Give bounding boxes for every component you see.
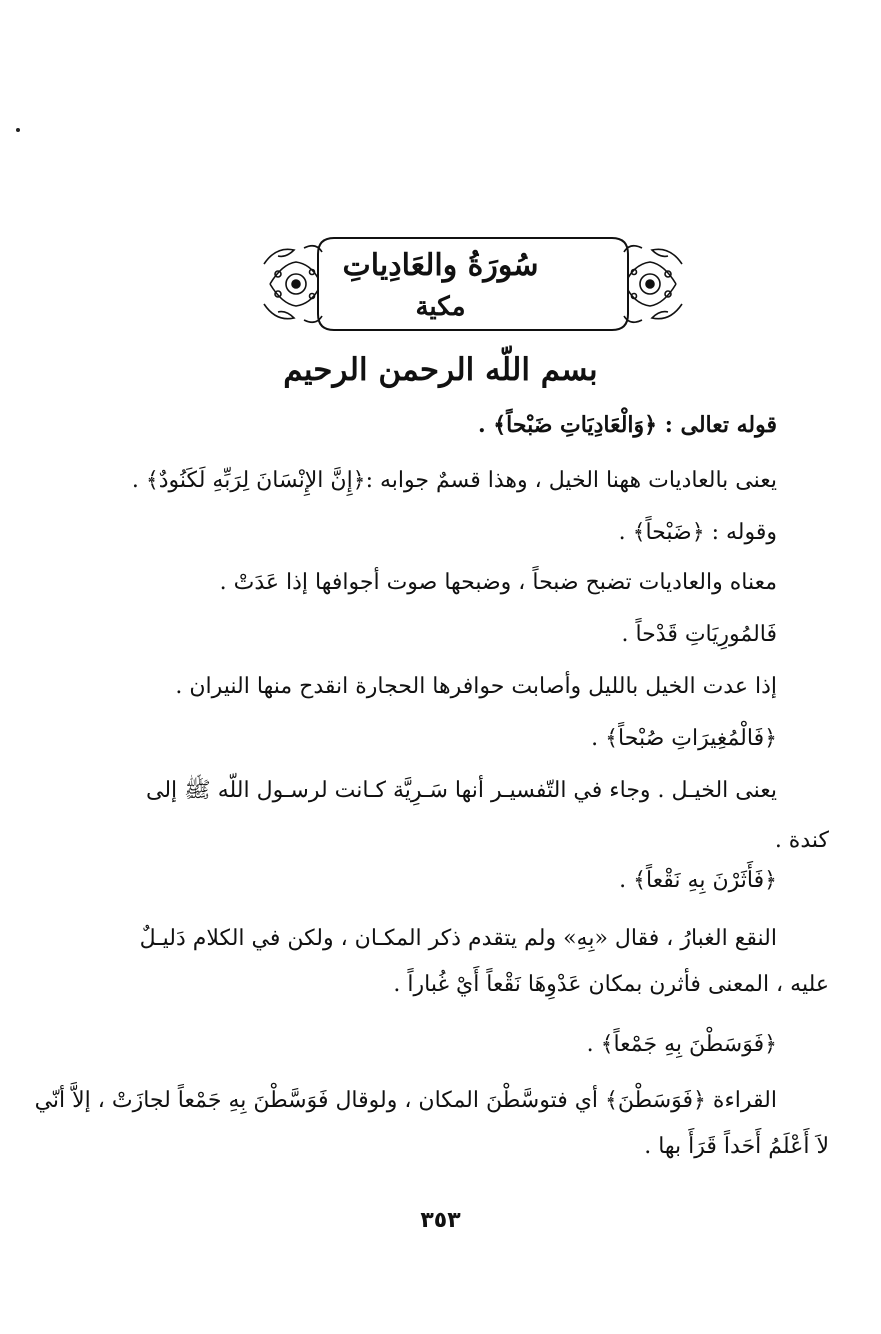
text-line-15: لاَ أَعْلَمُ أَحَداً قَرَأَ بها . (644, 1134, 829, 1159)
text-line-2: يعنى بالعاديات ههنا الخيل ، وهذا قسمٌ جوابه :﴿إِنَّ الإِنْسَانَ لِرَبِّهِ لَكَنُودٌ﴾ . (131, 468, 777, 493)
text-line-6: إذا عدت الخيل بالليل وأصابت حوافرها الحجارة انقدح منها النيران . (175, 674, 777, 699)
text-line-12: عليه ، المعنى فأثرن بمكان عَدْوِهَا نَقْعاً أَيْ غُباراً . (393, 972, 829, 997)
text-line-9: كندة . (774, 828, 829, 853)
text-line-7: ﴿فَالْمُغِيرَاتِ صُبْحاً﴾ . (591, 726, 777, 751)
text-line-14: القراءة ﴿فَوَسَطْنَ﴾ أي فتوسَّطْنَ المكان ، ولوقال فَوَسَّطْنَ بِهِ جَمْعاً لجازَتْ ، إلاَّ أنّي (34, 1088, 777, 1113)
text-line-11: النقع الغبارُ ، فقال «بِهِ» ولم يتقدم ذكر المكـان ، ولكن في الكلام دَليـلٌ (139, 926, 777, 951)
surah-title: سُورَةُ والعَادِياتِ (342, 248, 539, 283)
basmala: بسم اللّه الرحمن الرحيم (283, 352, 598, 388)
text-line-10: ﴿فَأَثَرْنَ بِهِ نَقْعاً﴾ . (619, 868, 777, 893)
text-line-13: ﴿فَوَسَطْنَ بِهِ جَمْعاً﴾ . (586, 1032, 777, 1057)
text-line-3: وقوله : ﴿ضَبْحاً﴾ . (618, 520, 777, 545)
text-line-8: يعنى الخيـل . وجاء في التّفسيـر أنها سَـرِيَّة كـانت لرسـول اللّه ﷺ إلى (146, 778, 777, 803)
text-line-4: معناه والعاديات تضبح ضبحاً ، وضبحها صوت أجوافها إذا عَدَتْ . (219, 570, 777, 595)
text-line-1: قوله تعالى : ﴿وَالْعَادِيَاتِ ضَبْحاً﴾ . (477, 412, 777, 438)
surah-type: مكية (415, 292, 466, 322)
page-number: ٣٥٣ (420, 1208, 461, 1233)
scan-speck (16, 128, 20, 132)
text-line-5: فَالمُورِيَاتِ قَدْحاً . (621, 622, 777, 647)
